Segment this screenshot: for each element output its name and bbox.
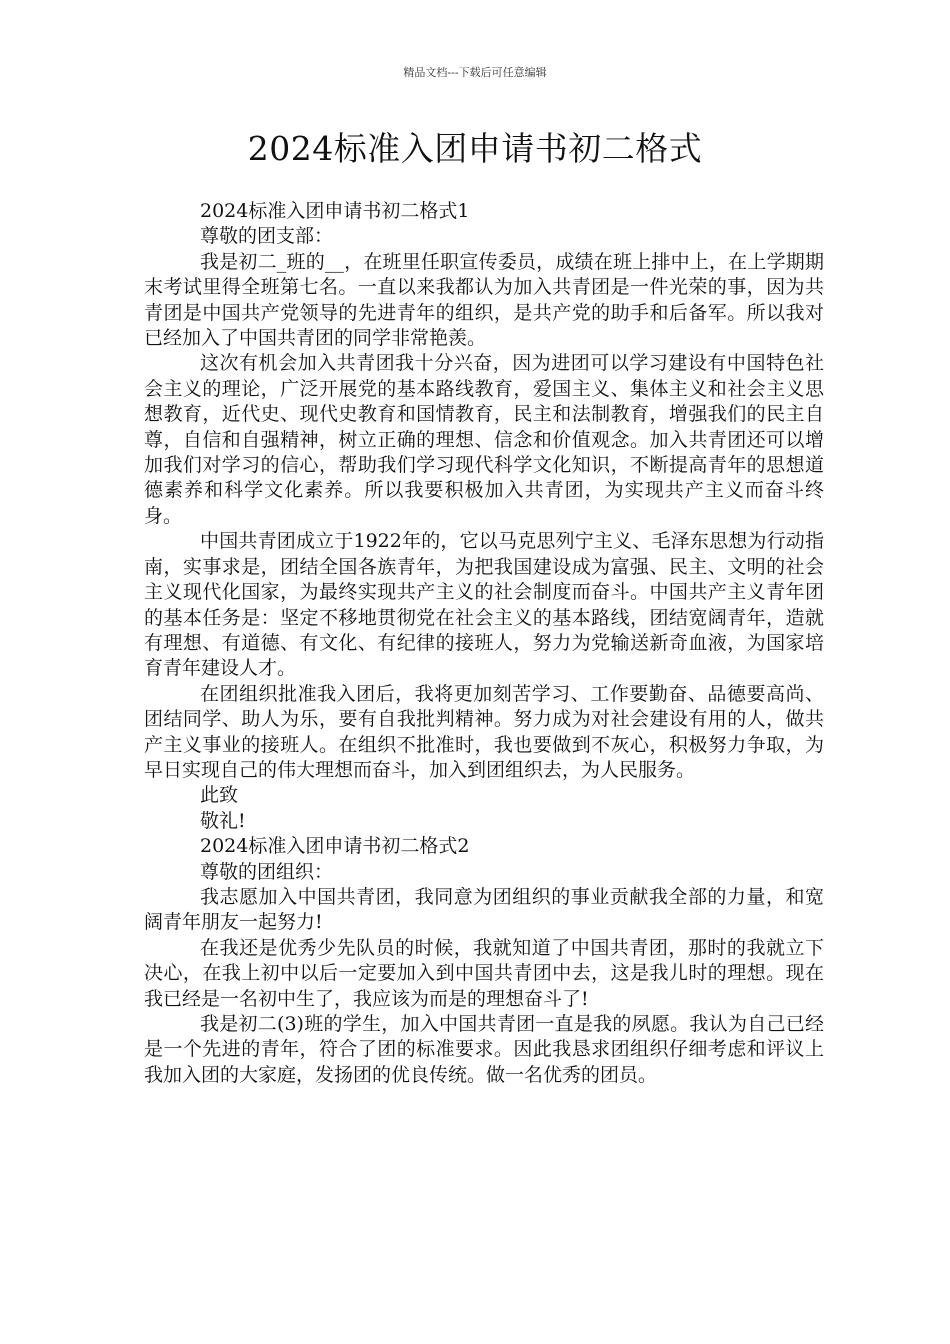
letter1-regards: 敬礼! — [200, 809, 246, 832]
letter1-paragraph: 在团组织批准我入团后，我将更加刻苦学习、工作要勤奋、品德要高尚、团结同学、助人为乐，要有自我批判精神。努力成为对社会建设有用的人，做共产主义事业的接班人。在组织不批准时，我也要做到不灰心，积极努力争取，为早日实现自己的伟大理想而奋斗，加入到团组织去，为人民服务。 — [144, 682, 824, 781]
letter1-closing: 此致 — [200, 784, 239, 807]
letter2-heading: 2024标准入团申请书初二格式2 — [200, 835, 470, 858]
letter1-salutation: 尊敬的团支部： — [200, 225, 334, 248]
letter1-paragraph: 这次有机会加入共青团我十分兴奋，因为进团可以学习建设有中国特色社会主义的理论，广泛开展党的基本路线教育，爱国主义、集体主义和社会主义思想教育，近代史、现代史教育和国情教育，民主和法制教育，增强我们的民主自尊，自信和自强精神，树立正确的理想、信念和价值观念。加入共青团还可以增加我们对学习的信心，帮助我们学习现代科学文化知识，不断提高青年的思想道德素养和科学文化素养。所以我要积极加入共青团，为实现共产主义而奋斗终身。 — [144, 352, 824, 527]
letter1-paragraph: 我是初二_班的__，在班里任职宣传委员，成绩在班上排中上，在上学期期末考试里得全班第七名。一直以来我都认为加入共青团是一件光荣的事，因为共青团是中国共产党领导的先进青年的组织，是共产党的助手和后备军。所以我对已经加入了中国共青团的同学非常艳羡。 — [144, 250, 824, 350]
letter2-paragraph: 我志愿加入中国共青团，我同意为团组织的事业贡献我全部的力量，和宽阔青年朋友一起努力! — [144, 885, 824, 934]
letter2-salutation: 尊敬的团组织： — [200, 860, 334, 883]
document-title: 2024标准入团申请书初二格式 — [247, 129, 703, 168]
letter2-paragraph: 我是初二(3)班的学生，加入中国共青团一直是我的夙愿。我认为自己已经是一个先进的青年，符合了团的标准要求。因此我恳求团组织仔细考虑和评议上我加入团的大家庭，发扬团的优良传统。做一名优秀的团员。 — [144, 1013, 824, 1086]
letter1-paragraph: 中国共青团成立于1922年的，它以马克思列宁主义、毛泽东思想为行动指南，实事求是，团结全国各族青年，为把我国建设成为富强、民主、文明的社会主义现代化国家，为最终实现共产主义的社会制度而奋斗。中国共产主义青年团的基本任务是：坚定不移地贯彻党在社会主义的基本路线，团结宽阔青年，造就有理想、有道德、有文化、有纪律的接班人，努力为党输送新奇血液，为国家培育青年建设人才。 — [144, 530, 824, 680]
header-note: 精品文档---下载后可任意编辑 — [403, 66, 547, 79]
letter2-paragraph: 在我还是优秀少先队员的时候，我就知道了中国共青团，那时的我就立下决心，在我上初中以后一定要加入到中国共青团中去，这是我儿时的理想。现在我已经是一名初中生了，我应该为而是的理想奋斗了! — [144, 936, 824, 1010]
document-body — [144, 199, 824, 1088]
letter1-heading: 2024标准入团申请书初二格式1 — [200, 200, 470, 222]
